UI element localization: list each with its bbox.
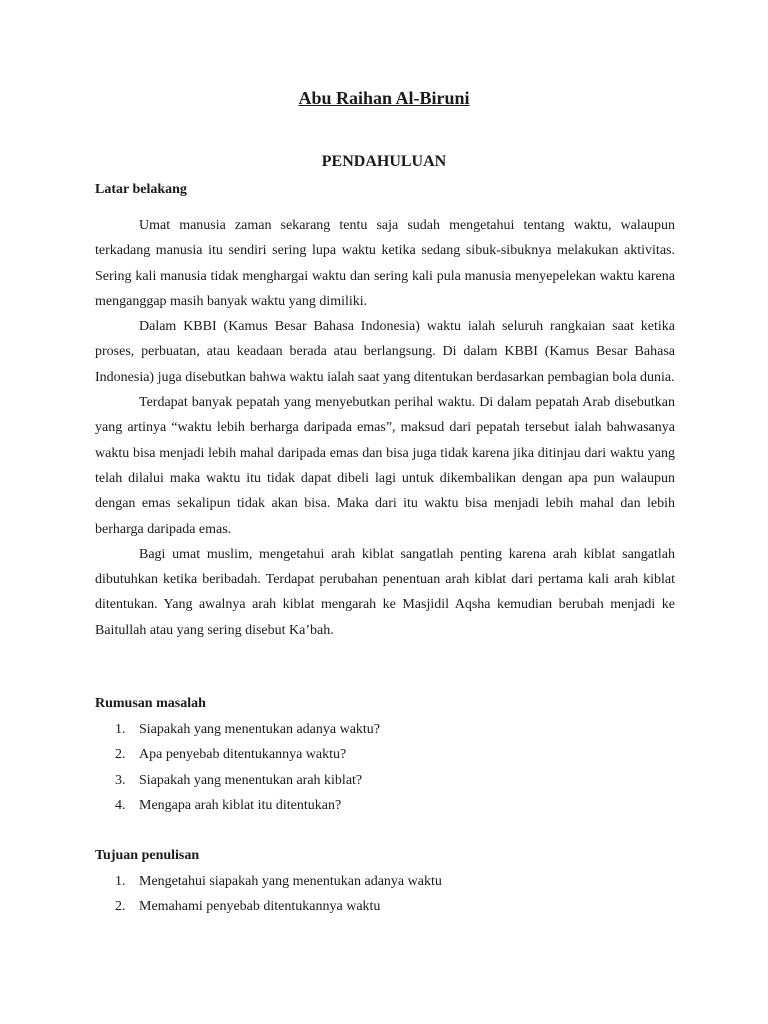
list-number: 4. [115, 797, 126, 813]
list-item-text: Siapakah yang menentukan adanya waktu? [139, 722, 381, 737]
paragraph: Umat manusia zaman sekarang tentu saja sudah mengetahui tentang waktu, walaupun terkadang manusia itu sendiri sering lupa waktu ketika sedang sibuk-sibuknya melakukan aktivitas. Sering kali manusia tidak menghargai waktu dan sering kali pula manusia menyepelekan waktu karena menganggap masih banyak waktu yang dimiliki. [95, 218, 675, 309]
paragraph: Dalam KBBI (Kamus Besar Bahasa Indonesia) waktu ialah seluruh rangkaian saat ketika proses, perbuatan, atau keadaan berada atau berlangsung. Di dalam KBBI (Kamus Besar Bahasa Indonesia) juga disebutkan bahwa waktu ialah saat yang ditentukan berdasarkan pembagian bola dunia. [95, 319, 675, 385]
list-number: 1. [115, 874, 126, 889]
paragraph: Bagi umat muslim, mengetahui arah kiblat sangatlah penting karena arah kiblat sangatlah dibutuhkan ketika beribadah. Terdapat perubahan penentuan arah kiblat dari pertama kali arah kiblat ditentukan. Yang awalnya arah kiblat mengarah ke Masjidil Aqsha kemudian berubah menjadi ke Baitullah atau yang sering disebut Ka’bah. [95, 546, 675, 638]
document-title: Abu Raihan Al-Biruni [298, 88, 470, 108]
list-item [95, 869, 675, 894]
rumusan-masalah-heading: Rumusan masalah [95, 696, 206, 711]
list-number: 2. [115, 747, 126, 763]
rumusan-masalah-list [95, 717, 675, 818]
list-item-text: Siapakah yang menentukan arah kiblat? [139, 772, 363, 788]
list-item [95, 717, 675, 742]
list-item [95, 793, 675, 818]
paragraph: Terdapat banyak pepatah yang menyebutkan perihal waktu. Di dalam pepatah Arab disebutkan yang artinya “waktu lebih berharga daripada emas”, maksud dari pepatah tersebut ialah bahwasanya waktu bisa menjadi lebih mahal daripada emas dan bisa juga tidak karena jika ditinjau dari waktu yang telah dilalui maka waktu itu tidak dapat dibeli lagi untuk dikembalikan dengan apa pun walaupun dengan emas sekalipun tidak akan bisa. Maka dari itu waktu bisa menjadi lebih mahal dan lebih berharga daripada emas. [95, 395, 675, 537]
list-item [95, 894, 675, 919]
list-item-text: Mengapa arah kiblat itu ditentukan? [139, 797, 342, 813]
list-item [95, 742, 675, 767]
list-item-text: Mengetahui siapakah yang menentukan adanya waktu [139, 874, 442, 889]
tujuan-penulisan-list [95, 869, 675, 920]
list-number: 1. [115, 722, 126, 737]
latar-belakang-body [95, 213, 675, 643]
section-heading: PENDAHULUAN [321, 153, 447, 170]
tujuan-penulisan-heading: Tujuan penulisan [95, 848, 200, 863]
list-item-text: Memahami penyebab ditentukannya waktu [139, 899, 381, 915]
list-item-text: Apa penyebab ditentukannya waktu? [139, 747, 347, 763]
latar-belakang-heading: Latar belakang [95, 182, 187, 197]
list-number: 2. [115, 899, 126, 915]
list-number: 3. [115, 772, 126, 788]
list-item [95, 768, 675, 793]
